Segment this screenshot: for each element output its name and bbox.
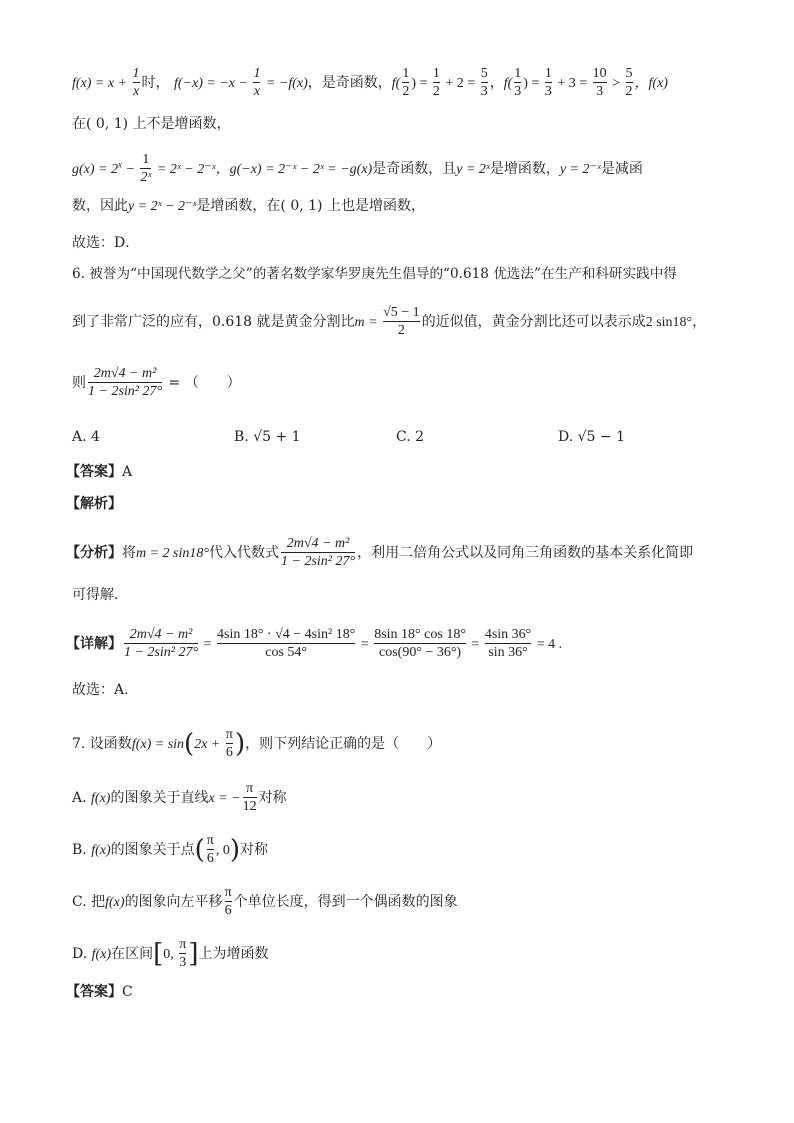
- frac-den: 1 − 2sin² 27°: [281, 554, 356, 570]
- frac-num: 1: [402, 66, 410, 81]
- text: 时，: [141, 75, 170, 92]
- frac-den: 2ˣ: [140, 170, 152, 186]
- answer-tag: 【答案】: [66, 464, 122, 480]
- p5-line1: [72, 66, 668, 100]
- text: 上为增函数: [198, 946, 269, 963]
- frac-den: 1 − 2sin² 27°: [124, 645, 199, 661]
- text: 是增函数，在( 0, 1) 上也是增函数，: [196, 198, 425, 214]
- frac-den: cos 54°: [217, 643, 355, 661]
- q7-option-d: [72, 937, 268, 971]
- q7-stem: [72, 727, 441, 761]
- p5-line2: 在( 0, 1) 上不是增函数，: [72, 116, 231, 132]
- fraction: [253, 66, 260, 100]
- text: ，: [489, 75, 504, 92]
- text: 数，因此: [72, 198, 128, 214]
- math: =: [200, 637, 215, 653]
- frac-den: 2: [383, 321, 420, 339]
- math: = −f(x): [262, 76, 308, 92]
- math: + 3 =: [553, 76, 591, 92]
- frac-den: 3: [480, 84, 488, 100]
- p5-select: 故选：D．: [72, 235, 140, 251]
- frac-num: 2m√4 − m²: [286, 536, 350, 551]
- q7-option-b: [72, 833, 268, 867]
- frac-num: π: [225, 727, 233, 742]
- q6-detail: [66, 627, 562, 661]
- frac-num: π: [179, 937, 187, 952]
- math: + 2 =: [441, 76, 479, 92]
- frac-den: 3: [514, 84, 522, 100]
- frac-den: 12: [242, 799, 257, 815]
- frac-num: π: [246, 781, 254, 796]
- text: B.: [72, 842, 92, 859]
- text: 的图象关于点: [110, 842, 195, 859]
- math: y = 2⁻ˣ: [559, 162, 601, 178]
- analysis-tag: 【解析】: [66, 496, 122, 512]
- frac-den: cos(90° − 36°): [374, 643, 466, 661]
- text: 对称: [240, 842, 269, 859]
- q6-option-c: C. 2: [396, 429, 425, 445]
- text: 代入代数式: [209, 545, 279, 562]
- paren: ): [234, 729, 246, 760]
- q7-option-c: [72, 885, 458, 919]
- frac-num: √5 − 1: [383, 305, 420, 320]
- math: f(−x) = −x −: [174, 76, 252, 92]
- frac-den: 6: [225, 745, 233, 761]
- fraction: [514, 66, 521, 100]
- math: f(: [503, 76, 513, 92]
- frac-num: 4sin 36°: [484, 627, 532, 642]
- frac-den: 3: [179, 955, 187, 971]
- q6-option-b: B. √5 + 1: [234, 429, 301, 445]
- math-sup: x: [118, 159, 122, 170]
- frac-num: 5: [625, 66, 633, 81]
- math: y = 2ˣ: [456, 162, 490, 178]
- paren: (: [184, 729, 195, 760]
- text: 对称: [258, 790, 287, 807]
- math: x = −: [208, 791, 241, 807]
- q6-option-a: A. 4: [72, 429, 100, 445]
- paren: (: [194, 835, 205, 866]
- frac-num: 4sin 18° · √4 − 4sin² 18°: [217, 627, 356, 642]
- text: 到了非常广泛的应有，0.618 就是黄金分割比: [72, 314, 355, 331]
- fraction: [88, 366, 162, 400]
- fraction: [226, 727, 233, 761]
- fraction: [140, 152, 151, 186]
- text: ，是奇函数，: [307, 75, 392, 92]
- q6-analysis-tag: [66, 497, 122, 511]
- text: ，利用二倍角公式以及同角三角函数的基本关系化简即: [357, 545, 694, 562]
- q7-option-a: [72, 781, 287, 815]
- fraction: [485, 627, 531, 661]
- text: 是奇函数，且: [372, 161, 457, 178]
- math: 2x +: [194, 737, 224, 753]
- detail-tag: 【详解】: [66, 636, 122, 653]
- text: ，则下列结论正确的是（ ）: [245, 736, 442, 753]
- frac-num: 2m√4 − m²: [93, 366, 157, 381]
- text: 是增函数，: [489, 161, 560, 178]
- frac-den: sin 36°: [485, 643, 531, 661]
- text: 是减函: [600, 161, 643, 178]
- math: ) =: [523, 76, 543, 92]
- math: , 0: [215, 843, 230, 859]
- text: 将: [122, 545, 136, 562]
- frac-num: 5: [480, 66, 488, 81]
- text: A.: [72, 790, 92, 807]
- math: −: [122, 162, 139, 178]
- text: 的图象关于直线: [110, 790, 209, 807]
- fraction: [207, 833, 214, 867]
- frac-num: 1: [253, 66, 261, 81]
- math: ，f(x): [634, 76, 668, 92]
- q6-fenxi-line1: [66, 536, 693, 570]
- fraction: [383, 305, 420, 339]
- frac-den: 6: [224, 903, 232, 919]
- math: 2 sin18°，: [645, 315, 707, 331]
- fenxi-tag: 【分析】: [66, 545, 122, 562]
- math: 0,: [163, 947, 178, 963]
- p5-line3: [72, 152, 643, 186]
- text: C. 把: [72, 894, 106, 911]
- frac-den: x: [253, 84, 261, 100]
- math: f(x): [91, 947, 112, 963]
- math: y = 2ˣ − 2⁻ˣ: [128, 199, 197, 214]
- answer-tag: 【答案】: [66, 984, 122, 1000]
- fraction: [133, 66, 140, 100]
- fraction: [243, 781, 257, 815]
- text: 个单位长度，得到一个偶函数的图象: [233, 894, 458, 911]
- answer-value: A: [122, 464, 133, 480]
- math: m = 2 sin18°: [136, 546, 209, 562]
- math: =: [467, 637, 483, 653]
- frac-num: 1: [514, 66, 522, 81]
- math: f(: [391, 76, 401, 92]
- bracket: [: [153, 939, 164, 970]
- math: m =: [354, 315, 382, 331]
- math: =: [357, 637, 373, 653]
- q6-stem-line3: [72, 366, 241, 400]
- math: = 2ˣ − 2⁻ˣ，g(−x) = 2⁻ˣ − 2ˣ = −g(x): [153, 162, 373, 178]
- fraction: [402, 66, 409, 100]
- math: >: [608, 76, 624, 92]
- text: 的近似值，黄金分割比还可以表示成: [421, 314, 646, 331]
- math: f(x) = sin: [131, 737, 185, 753]
- text: 的图象向左平移: [124, 894, 223, 911]
- q6-option-d: D. √5 − 1: [558, 429, 625, 445]
- math: f(x): [91, 791, 111, 807]
- fraction: [281, 536, 355, 570]
- math: f(x): [91, 843, 111, 859]
- answer-value: C: [122, 984, 133, 1000]
- frac-den: 3: [593, 82, 607, 100]
- q7-answer: [66, 985, 133, 999]
- frac-num: 1: [432, 66, 440, 81]
- fraction: [217, 627, 355, 661]
- fraction: [374, 627, 466, 661]
- frac-den: 3: [544, 84, 552, 100]
- frac-den: x: [132, 84, 140, 100]
- text: 7. 设函数: [72, 736, 132, 753]
- fraction: [225, 885, 232, 919]
- text: = （ ）: [164, 375, 241, 392]
- q6-stem-line2: [72, 305, 706, 339]
- q6-answer: [66, 465, 132, 479]
- text: 在区间: [111, 946, 154, 963]
- frac-num: 1: [132, 66, 140, 81]
- fraction: [545, 66, 552, 100]
- frac-num: 10: [592, 66, 607, 81]
- frac-num: 2m√4 − m²: [129, 627, 193, 642]
- fraction: [179, 937, 186, 971]
- fraction: [593, 66, 607, 100]
- frac-num: 1: [142, 152, 150, 167]
- frac-num: 1: [544, 66, 552, 81]
- p5-line4: [72, 199, 425, 214]
- math: f(x): [105, 895, 125, 911]
- math: ) =: [411, 76, 431, 92]
- frac-num: π: [206, 833, 214, 848]
- fraction: [481, 66, 488, 100]
- paren: ): [229, 835, 241, 866]
- fraction: [433, 66, 440, 100]
- fraction: [626, 66, 633, 100]
- frac-num: 8sin 18° cos 18°: [374, 627, 466, 642]
- math: = 4 .: [533, 637, 563, 653]
- text: 则: [72, 375, 86, 392]
- q6-select: 故选：A.: [72, 682, 129, 698]
- frac-den: 6: [206, 851, 214, 867]
- q6-stem-line1: 6. 被誉为“中国现代数学之父”的著名数学家华罗庚先生倡导的“0.618 优选法”在生产和科研实践中得: [72, 266, 677, 282]
- fraction: [124, 627, 198, 661]
- frac-den: 1 − 2sin² 27°: [88, 384, 163, 400]
- frac-den: 2: [432, 84, 440, 100]
- frac-num: π: [224, 885, 232, 900]
- text: D.: [72, 946, 92, 963]
- frac-den: 2: [402, 84, 410, 100]
- q6-fenxi-line2: 可得解.: [72, 587, 119, 603]
- math: f(x) = x +: [72, 76, 131, 92]
- frac-den: 2: [625, 84, 633, 100]
- math: g(x) = 2: [72, 162, 118, 178]
- bracket: ]: [188, 939, 199, 970]
